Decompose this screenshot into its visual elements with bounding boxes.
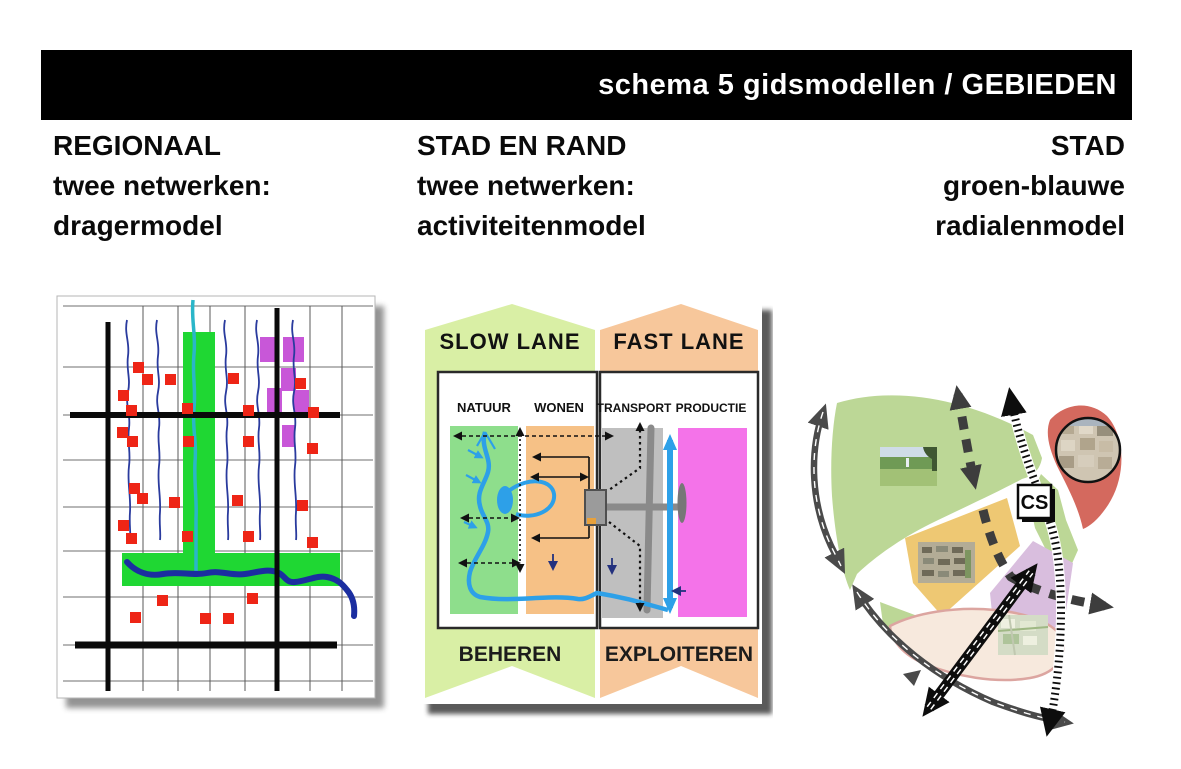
natuur-label: NATUUR [457, 400, 511, 415]
column-header-regionaal [53, 126, 271, 246]
fast-lane-title: FAST LANE [613, 329, 745, 354]
region-subtitle1: twee netwerken: [417, 170, 635, 201]
cs-label: CS [1020, 492, 1049, 514]
column-header-stad-en-rand [417, 126, 646, 246]
title-bar [41, 50, 1132, 120]
cs-station-box [1018, 485, 1055, 522]
dragermodel-figure [55, 294, 390, 714]
region-subtitle2: activiteitenmodel [417, 210, 646, 241]
industry-photo [998, 615, 1048, 655]
wonen-zone [526, 426, 594, 614]
region-label: REGIONAAL [53, 130, 221, 161]
region-label: STAD [1050, 130, 1125, 161]
slide-title: schema 5 gidsmodellen / GEBIEDEN [598, 68, 1117, 101]
housing-photo [918, 542, 975, 583]
station-box [585, 490, 606, 525]
wonen-label: WONEN [534, 400, 584, 415]
park-photo [880, 447, 937, 486]
region-subtitle2: radialenmodel [935, 210, 1125, 241]
region-subtitle1: twee netwerken: [53, 170, 271, 201]
productie-label: PRODUCTIE [675, 401, 747, 415]
map-card [57, 296, 375, 698]
transport-label: TRANSPORT [596, 401, 672, 415]
column-header-stad [935, 126, 1125, 246]
region-label: STAD EN RAND [417, 130, 627, 161]
exploiteren-label: EXPLOITEREN [604, 643, 754, 666]
beheren-label: BEHEREN [458, 643, 562, 666]
activiteitenmodel-figure [418, 300, 773, 720]
road-node [678, 483, 687, 523]
slow-lane-title: SLOW LANE [439, 329, 581, 354]
region-subtitle1: groen-blauwe [942, 170, 1125, 201]
region-subtitle2: dragermodel [53, 210, 223, 241]
city-photo [1056, 418, 1120, 482]
productie-zone [678, 428, 747, 617]
radialenmodel-figure [795, 378, 1181, 769]
